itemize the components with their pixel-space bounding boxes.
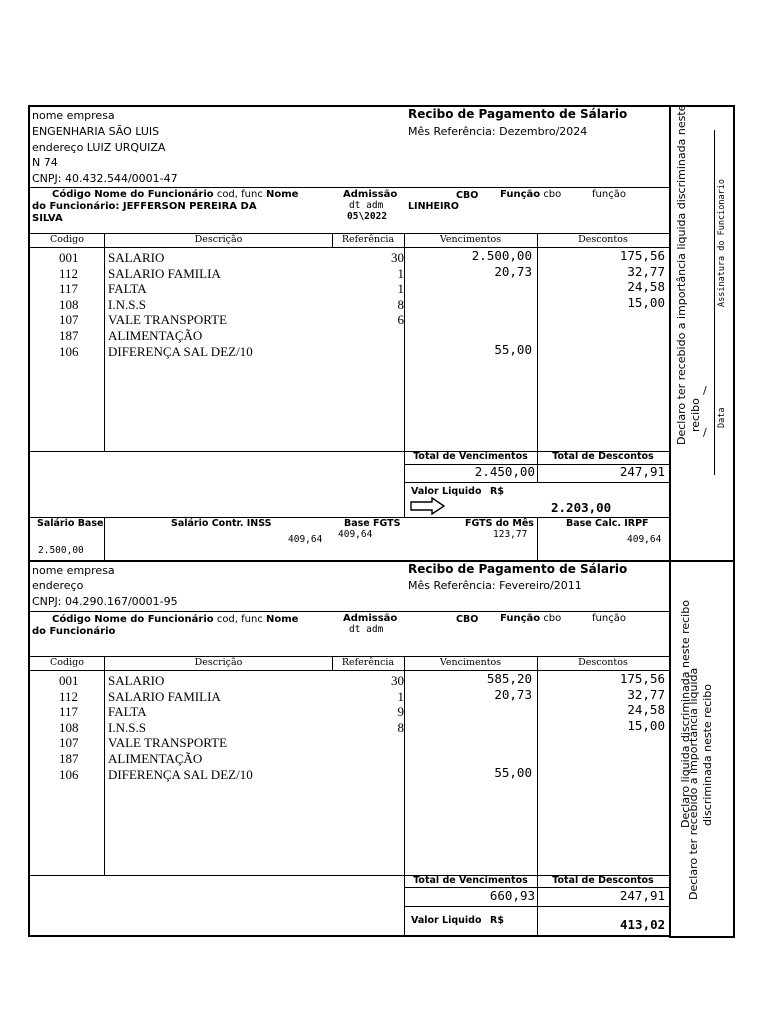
divider [332,233,333,247]
col-descricao: Descrição [194,657,243,668]
assinatura-label: Assinatura do Funcionario [717,179,727,307]
employee-name-cont: SILVA [32,213,63,224]
liquido-label: Valor Liquido [411,915,482,926]
total-vencimentos: 2.450,00 [474,464,535,479]
item-code: 107 [59,735,79,751]
col-codigo: Codigo [50,234,84,245]
company-number: N 74 [32,156,58,169]
item-description: ALIMENTAÇÃO [108,328,203,343]
admissao-date: 05\2022 [347,211,388,222]
employee-role: LINHEIRO [408,201,459,212]
funcao-value: função [592,613,626,624]
cbo-label: CBO [456,190,479,201]
employee-info-line1 [52,615,298,625]
item-description: VALE TRANSPORTE [108,735,228,751]
item-reference: 8 [397,296,404,312]
receipt-title: Recibo de Pagamento de Sálario [408,107,628,121]
item-code: 108 [59,719,79,735]
item-desconto: 175,56 [619,671,665,686]
divider [104,656,105,875]
item-description: I.N.S.S [108,719,146,735]
item-code: 106 [59,343,79,359]
declaration-text: Declaro ter recebido a importância liquida [687,667,700,900]
liquido-value: 2.203,00 [551,500,612,515]
funcao-value: função [592,189,626,200]
item-desconto: 32,77 [627,686,665,702]
total-desc-label: Total de Descontos [552,875,654,886]
base-irpf-value: 409,64 [627,534,662,545]
item-reference: 1 [397,688,404,704]
item-code: 187 [59,751,79,766]
cbo-value: cbo [543,613,562,624]
employee-name-label: Nome [266,614,299,625]
item-vencimento: 55,00 [494,341,532,357]
signature-line [714,130,715,475]
col-referencia: Referência [341,234,395,245]
reference-month: Mês Referência: Fevereiro/2011 [408,579,582,592]
divider [29,247,669,248]
company-name: ENGENHARIA SÃO LUIS [32,125,160,138]
item-description: VALE TRANSPORTE [108,312,228,328]
declaration-text: Declaro ter recebido a importância liquida discriminada neste [675,104,688,445]
employee-name-label: Nome [266,189,299,200]
item-description: FALTA [108,281,147,297]
item-desconto: 24,58 [627,279,665,295]
item-desconto: 24,58 [627,702,665,718]
total-descontos: 247,91 [619,888,665,903]
company-cnpj: CNPJ: 04.290.167/0001-95 [32,595,178,608]
item-vencimento: 55,00 [494,764,532,780]
employee-code-value: cod, func [213,614,267,625]
col-vencimentos: Vencimentos [439,234,502,245]
funcao-label: Função [500,189,541,200]
funcao-label: Função [500,613,541,624]
divider [104,233,105,451]
item-description: I.N.S.S [108,296,146,312]
cbo-label: CBO [456,614,479,625]
funcao-line [500,614,561,624]
employee-name: do Funcionário [32,626,116,637]
item-code: 112 [59,265,79,281]
item-vencimento: 20,73 [494,263,532,279]
item-reference: 9 [397,704,404,720]
item-description: DIFERENÇA SAL DEZ/10 [108,343,253,359]
divider [537,517,538,560]
divider [104,517,105,560]
col-descontos: Descontos [578,657,628,668]
col-descricao: Descrição [194,234,243,245]
col-referencia: Referência [341,657,395,668]
divider [404,906,669,907]
item-description: SALARIO FAMILIA [108,688,221,704]
company-address: endereço LUIZ URQUIZA [32,141,166,154]
reference-month: Mês Referência: Dezembro/2024 [408,125,588,138]
receipt-title: Recibo de Pagamento de Sálario [408,562,628,576]
item-code: 117 [59,704,79,720]
base-fgts-label: Base FGTS [344,518,401,529]
employee-info-line1 [52,190,298,200]
contr-inss-label: Salário Contr. INSS [171,518,272,529]
declaration-text-cont: discriminada neste recibo [701,683,714,826]
base-fgts-value: 409,64 [338,529,373,540]
item-vencimento: 2.500,00 [471,248,532,263]
item-description: DIFERENÇA SAL DEZ/10 [108,766,253,782]
declaration-text-overlap: Declaro liquida discriminada neste recibo [679,600,692,828]
divider [29,187,669,188]
date-separator: / [703,384,707,397]
item-vencimento: 585,20 [486,671,532,686]
admissao-sub: dt adm [349,200,384,211]
divider [29,670,669,671]
cbo-value: cbo [543,189,562,200]
item-desconto: 175,56 [619,248,665,263]
total-descontos: 247,91 [619,464,665,479]
declaration-text-cont: recibo [689,398,702,432]
item-description: SALARIO [108,250,165,265]
contr-inss-value: 409,64 [288,534,323,545]
col-vencimentos: Vencimentos [439,657,502,668]
liquido-label: Valor Liquido [411,486,482,497]
item-reference: 30 [391,673,404,688]
item-reference: 6 [397,312,404,328]
item-desconto: 15,00 [627,294,665,310]
item-reference: 1 [397,281,404,297]
rs-label: R$ [490,486,504,497]
item-description: FALTA [108,704,147,720]
item-code: 187 [59,328,79,343]
admissao-label: Admissão [343,613,398,624]
item-desconto: 32,77 [627,263,665,279]
company-label: nome empresa [32,564,115,577]
base-irpf-label: Base Calc. IRPF [566,518,649,529]
employee-code-value: cod, func [213,189,267,200]
rs-label: R$ [490,915,504,926]
divider [404,482,669,483]
divider [29,611,669,612]
admissao-sub: dt adm [349,624,384,635]
fgts-mes-label: FGTS do Mês [465,518,534,529]
total-desc-label: Total de Descontos [552,451,654,462]
item-reference: 1 [397,265,404,281]
item-code: 107 [59,312,79,328]
item-description: SALARIO [108,673,165,688]
item-description: SALARIO FAMILIA [108,265,221,281]
employee-code-label: Código Nome do Funcionário [52,189,214,200]
funcao-line [500,190,561,200]
item-reference: 30 [391,250,404,265]
total-venc-label: Total de Vencimentos [413,451,528,462]
item-code: 112 [59,688,79,704]
item-code: 108 [59,296,79,312]
item-description: ALIMENTAÇÃO [108,751,203,766]
total-vencimentos: 660,93 [489,888,535,903]
item-code: 001 [59,250,79,265]
item-vencimento: 20,73 [494,686,532,702]
item-desconto: 15,00 [627,717,665,733]
item-code: 117 [59,281,79,297]
divider [332,656,333,670]
salario-base-value: 2.500,00 [38,545,84,556]
salario-base-label: Salário Base [37,518,104,529]
data-label: Data [717,407,727,428]
date-separator: / [703,426,707,439]
col-codigo: Codigo [50,657,84,668]
col-descontos: Descontos [578,234,628,245]
item-code: 001 [59,673,79,688]
item-reference: 8 [397,719,404,735]
divider [669,106,671,561]
arrow-right-icon [410,497,446,515]
company-label: nome empresa [32,109,115,122]
liquido-value: 413,02 [620,917,666,932]
company-cnpj: CNPJ: 40.432.544/0001-47 [32,172,178,185]
employee-code-label: Código Nome do Funcionário [52,614,214,625]
item-code: 106 [59,766,79,782]
admissao-label: Admissão [343,189,398,200]
total-venc-label: Total de Vencimentos [413,875,528,886]
company-address: endereço [32,579,84,592]
employee-name: do Funcionário: JEFFERSON PEREIRA DA [32,201,257,212]
fgts-mes-value: 123,77 [493,529,528,540]
